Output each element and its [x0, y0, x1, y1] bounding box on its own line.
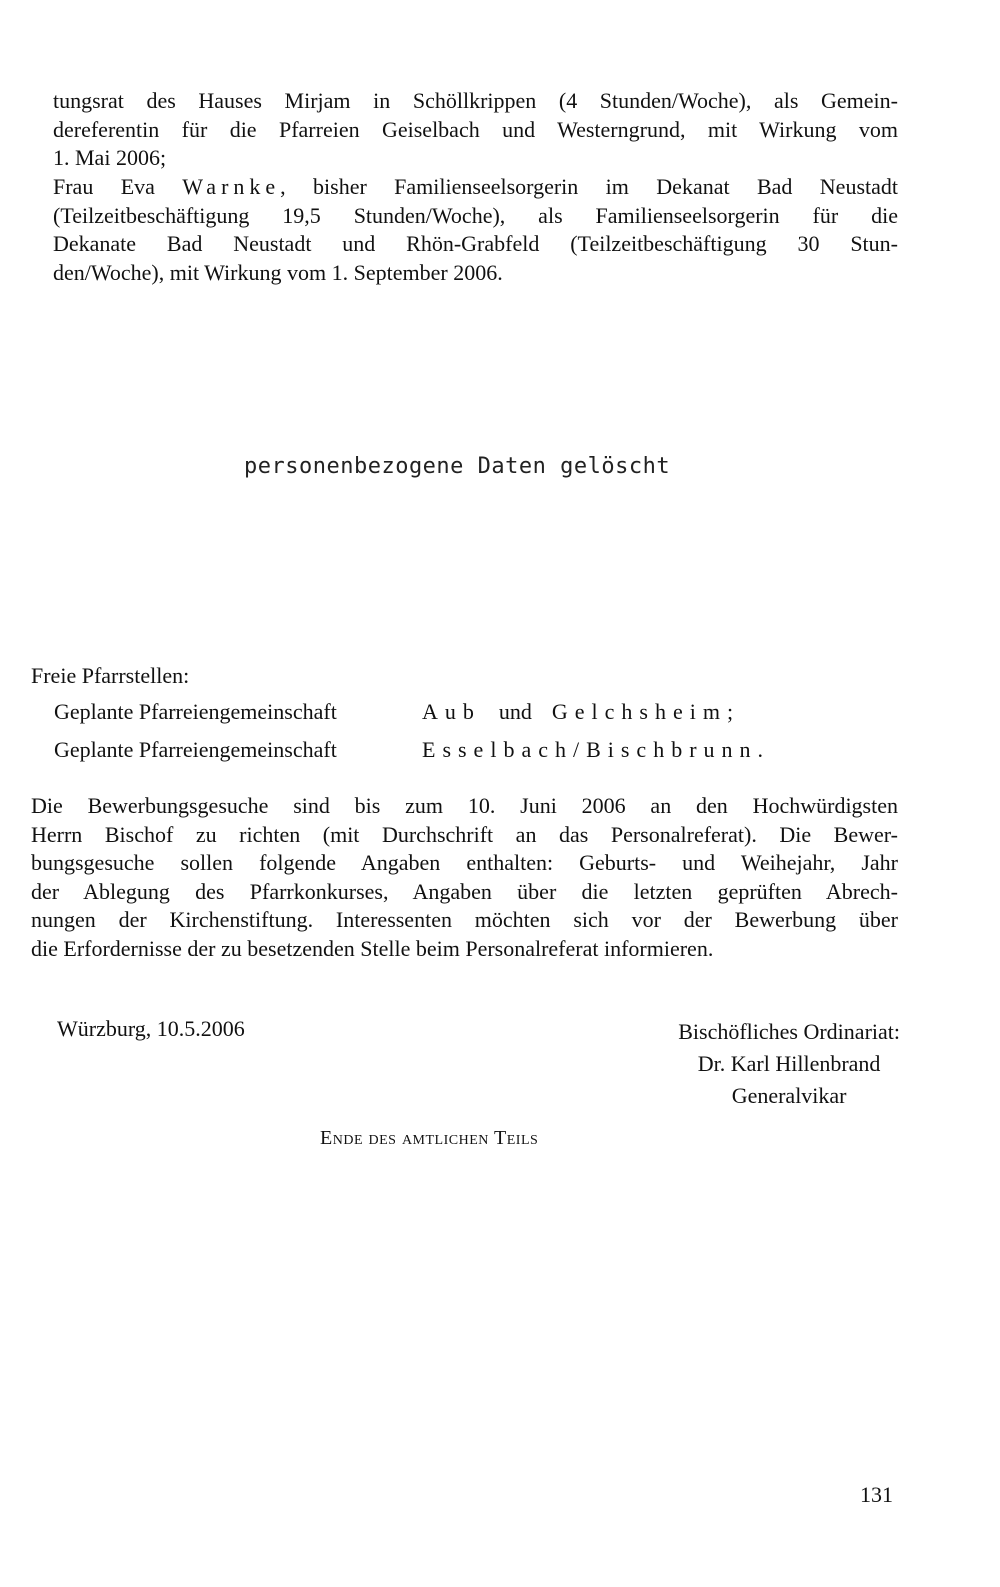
parish-name: Aub — [422, 699, 481, 724]
person-role-text: , bisher Familienseelsorgerin im Dekanat Bad Neustadt — [280, 174, 898, 199]
signature-name: Dr. Karl Hillenbrand — [697, 1051, 881, 1076]
text-line — [53, 173, 898, 202]
text-line: Herrn Bischof zu richten (mit Durchschrift an das Personalreferat). Die Bewer- — [31, 821, 898, 847]
text-line: den/Woche), mit Wirkung vom 1. September 2006. — [53, 259, 503, 285]
person-surname: Warnke — [182, 174, 281, 199]
appointment-paragraph-warnke — [53, 173, 898, 287]
text-line: (Teilzeitbeschäftigung 19,5 Stunden/Woche), als Familienseelsorgerin für die — [53, 202, 898, 228]
parish-name: Gelchsheim — [551, 699, 727, 724]
text-line: die Erfordernisse der zu besetzenden Stelle beim Personalreferat informieren. — [31, 935, 714, 961]
vacancies-heading: Freie Pfarrstellen: — [31, 663, 190, 688]
text-line: tungsrat des Hauses Mirjam in Schöllkrippen (4 Stunden/Woche), als Gemein- — [53, 88, 898, 113]
signature-block — [678, 1016, 900, 1112]
vacancy-label: Geplante Pfarreiengemeinschaft — [54, 737, 337, 762]
application-paragraph — [31, 792, 898, 964]
text-line: 1. Mai 2006; — [53, 145, 167, 171]
parish-join: und — [498, 699, 532, 724]
end-marker: Ende des amtlichen Teils — [320, 1127, 539, 1149]
place-date: Würzburg, 10.5.2006 — [57, 1016, 245, 1041]
text-line: bungsgesuche sollen folgende Angaben enthalten: Geburts- und Weihejahr, Jahr — [31, 850, 898, 876]
text-line: dereferentin für die Pfarreien Geiselbach und Westerngrund, mit Wirkung vom — [53, 116, 898, 142]
vacancy-label: Geplante Pfarreiengemeinschaft — [54, 699, 337, 724]
appointment-paragraph-continued — [53, 87, 898, 173]
text-line: nungen der Kirchenstiftung. Interessenten möchten sich vor der Bewerbung über — [31, 907, 898, 933]
text-line: der Ablegung des Pfarrkonkurses, Angaben über die letzten geprüften Abrech- — [31, 878, 898, 904]
parish-name: Esselbach/Bischbrunn — [422, 737, 758, 762]
item-end: ; — [726, 699, 734, 724]
redaction-note: personenbezogene Daten gelöscht — [244, 454, 671, 479]
vacancy-item — [54, 737, 763, 763]
person-prefix: Frau Eva — [53, 174, 183, 199]
page-number: 131 — [860, 1482, 893, 1507]
item-end: . — [757, 737, 764, 762]
signature-title: Generalvikar — [731, 1083, 847, 1108]
text-line: Dekanate Bad Neustadt und Rhön-Grabfeld (Teilzeitbeschäftigung 30 Stun- — [53, 231, 898, 257]
text-line: Die Bewerbungsgesuche sind bis zum 10. Juni 2006 an den Hochwürdigsten — [31, 793, 898, 818]
signature-office: Bischöfliches Ordinariat: — [678, 1019, 900, 1044]
vacancy-item — [54, 699, 733, 725]
